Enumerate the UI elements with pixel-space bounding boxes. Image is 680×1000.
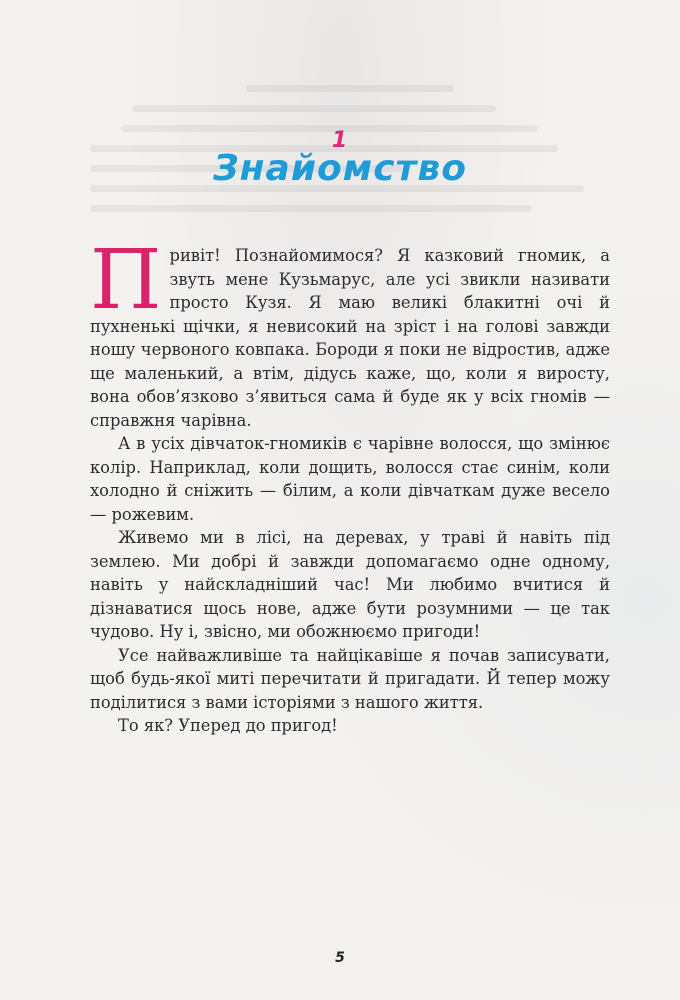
chapter-number: 1 — [331, 128, 349, 153]
paragraph-5: То як? Уперед до пригод! — [118, 716, 338, 735]
chapter-title: Знайомство — [213, 148, 467, 189]
chapter-body — [90, 233, 610, 738]
paragraph-3: Живемо ми в лісі, на деревах, у траві й навіть під землею. Ми добрі й завжди допомагаємо одне одному, навіть у найскладніший час! Ми любимо вчитися й дізнаватися щось нове, адже бути розумними — це так чудово. Ну і, звісно, ми обожнюємо пригоди! — [90, 528, 610, 641]
page-number: 5 — [335, 950, 345, 966]
paragraph-1 — [90, 233, 610, 432]
paragraph-1-text: ривіт! Познайомимося? Я казковий гномик, а звуть мене Кузьмарус, але усі звикли називати просто Кузя. Я маю великі блакитні очі й пухненькі щічки, я невисокий на зріст і на голові завжди ношу червоного ковпака. Бороди я поки не відростив, адже ще маленький, а втім, дідусь каже, що, коли я виросту, вона обов’язково з’явиться сама й буде як у всіх гномів — справжня чарівна. — [90, 246, 610, 430]
drop-cap: П — [90, 233, 162, 328]
paragraph-4: Усе найважливіше та найцікавіше я почав записувати, щоб будь-якої миті перечитати й пригадати. Й тепер можу поділитися з вами історіями з нашого життя. — [90, 645, 610, 712]
paragraph-2: А в усіх дівчаток-гномиків є чарівне волосся, що змінює колір. Наприклад, коли дощить, волосся стає синім, коли холодно й сніжить — білим, а коли дівчаткам дуже весело — рожевим. — [90, 434, 610, 524]
